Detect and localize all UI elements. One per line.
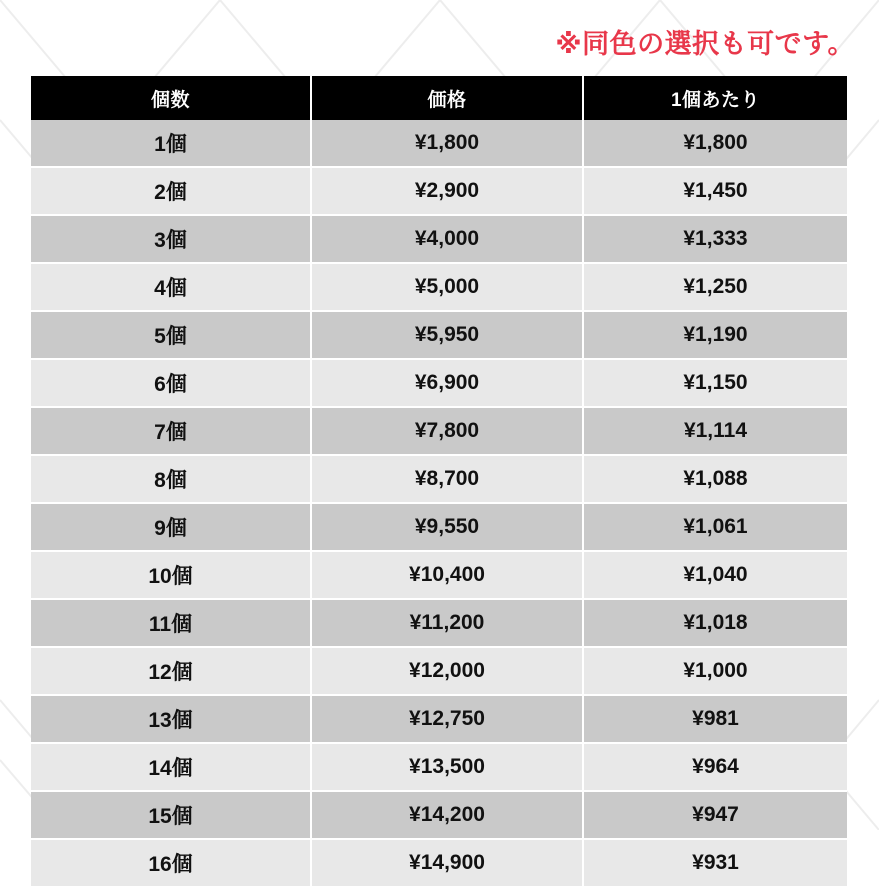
cell-price: ¥9,550 — [311, 503, 583, 551]
table-row — [31, 167, 847, 215]
table-row — [31, 407, 847, 455]
table-row — [31, 695, 847, 743]
cell-unit-price: ¥964 — [583, 743, 847, 791]
cell-unit-price: ¥1,190 — [583, 311, 847, 359]
cell-quantity: 11個 — [31, 599, 311, 647]
cell-quantity: 9個 — [31, 503, 311, 551]
cell-price: ¥7,800 — [311, 407, 583, 455]
cell-quantity: 4個 — [31, 263, 311, 311]
cell-price: ¥5,950 — [311, 311, 583, 359]
cell-quantity: 10個 — [31, 551, 311, 599]
table-row — [31, 503, 847, 551]
cell-price: ¥13,500 — [311, 743, 583, 791]
cell-quantity: 12個 — [31, 647, 311, 695]
cell-unit-price: ¥1,150 — [583, 359, 847, 407]
note-text: ※同色の選択も可です。 — [555, 29, 855, 59]
cell-unit-price: ¥1,061 — [583, 503, 847, 551]
table-row — [31, 215, 847, 263]
cell-unit-price: ¥981 — [583, 695, 847, 743]
cell-quantity: 3個 — [31, 215, 311, 263]
cell-unit-price: ¥1,800 — [583, 120, 847, 167]
cell-price: ¥6,900 — [311, 359, 583, 407]
table-row — [31, 120, 847, 167]
cell-price: ¥14,200 — [311, 791, 583, 839]
cell-price: ¥11,200 — [311, 599, 583, 647]
cell-unit-price: ¥947 — [583, 791, 847, 839]
cell-quantity: 7個 — [31, 407, 311, 455]
cell-price: ¥5,000 — [311, 263, 583, 311]
cell-price: ¥2,900 — [311, 167, 583, 215]
cell-price: ¥1,800 — [311, 120, 583, 167]
cell-quantity: 14個 — [31, 743, 311, 791]
table-body — [31, 120, 847, 887]
cell-unit-price: ¥1,333 — [583, 215, 847, 263]
cell-unit-price: ¥1,040 — [583, 551, 847, 599]
cell-quantity: 13個 — [31, 695, 311, 743]
cell-unit-price: ¥1,018 — [583, 599, 847, 647]
cell-unit-price: ¥1,114 — [583, 407, 847, 455]
table-row — [31, 551, 847, 599]
cell-quantity: 5個 — [31, 311, 311, 359]
cell-unit-price: ¥1,250 — [583, 263, 847, 311]
cell-quantity: 15個 — [31, 791, 311, 839]
cell-price: ¥12,000 — [311, 647, 583, 695]
table-row — [31, 311, 847, 359]
cell-quantity: 6個 — [31, 359, 311, 407]
cell-unit-price: ¥1,088 — [583, 455, 847, 503]
cell-quantity: 16個 — [31, 839, 311, 887]
table-row — [31, 839, 847, 887]
table-header-row — [31, 76, 847, 120]
cell-price: ¥12,750 — [311, 695, 583, 743]
pricing-table — [31, 76, 847, 888]
cell-quantity: 1個 — [31, 120, 311, 167]
cell-quantity: 2個 — [31, 167, 311, 215]
table-row — [31, 599, 847, 647]
table-row — [31, 647, 847, 695]
cell-price: ¥4,000 — [311, 215, 583, 263]
column-header-price: 価格 — [311, 76, 583, 120]
cell-price: ¥10,400 — [311, 551, 583, 599]
table-row — [31, 791, 847, 839]
cell-price: ¥14,900 — [311, 839, 583, 887]
table-row — [31, 359, 847, 407]
table-row — [31, 743, 847, 791]
table-row — [31, 263, 847, 311]
cell-unit-price: ¥1,450 — [583, 167, 847, 215]
cell-quantity: 8個 — [31, 455, 311, 503]
cell-unit-price: ¥931 — [583, 839, 847, 887]
cell-price: ¥8,700 — [311, 455, 583, 503]
column-header-unit-price: 1個あたり — [583, 76, 847, 120]
table-row — [31, 455, 847, 503]
cell-unit-price: ¥1,000 — [583, 647, 847, 695]
column-header-quantity: 個数 — [31, 76, 311, 120]
pricing-table-container — [31, 76, 847, 888]
